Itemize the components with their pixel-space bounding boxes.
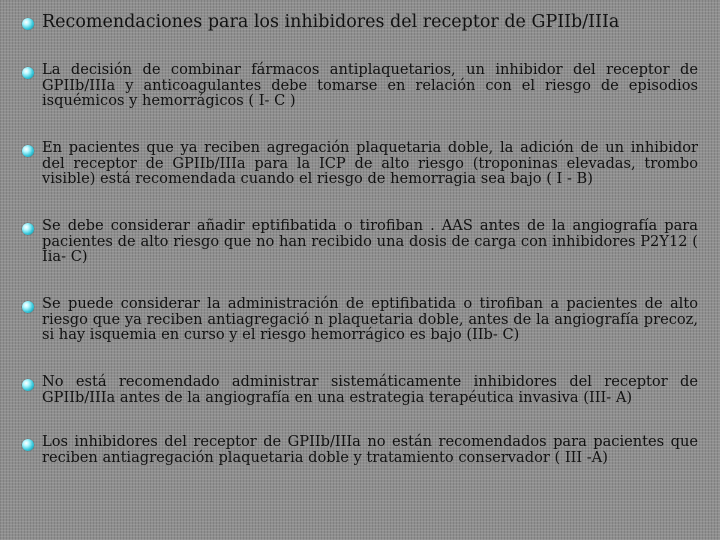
teal-sphere-bullet-icon (22, 439, 34, 451)
teal-sphere-bullet-icon (22, 67, 34, 79)
bullet-item-1 (22, 62, 698, 109)
teal-sphere-bullet-icon (22, 18, 34, 30)
bullet-item-5 (22, 374, 698, 405)
bullet-text: Se puede considerar la administración de eptifibatida o tirofiban a pacientes de alto riesgo que ya reciben antiagregació n plaquetaria doble, antes de la angiografía precoz, si hay isquemia en curso y el riesgo hemorrágico es bajo (IIb- C) (42, 295, 698, 343)
bullet-item-6 (22, 434, 698, 465)
slide-title (22, 12, 702, 32)
bullet-item-3 (22, 218, 698, 265)
teal-sphere-bullet-icon (22, 301, 34, 313)
bullet-text: No está recomendado administrar sistemáticamente inhibidores del receptor de GPIIb/IIIa antes de la angiografía en una estrategia terapéutica invasiva (III- A) (42, 373, 698, 406)
bullet-text: La decisión de combinar fármacos antiplaquetarios, un inhibidor del receptor de GPIIb/IIIa y anticoagulantes debe tomarse en relación con el riesgo de episodios isquémicos y hemorrágicos ( I- C ) (42, 61, 698, 109)
bullet-text: Se debe considerar añadir eptifibatida o tirofiban . AAS antes de la angiografía para pacientes de alto riesgo que no han recibido una dosis de carga con inhibidores P2Y12 ( Iia- C) (42, 217, 698, 265)
title-text: Recomendaciones para los inhibidores del receptor de GPIIb/IIIa (42, 12, 620, 32)
bullet-text: Los inhibidores del receptor de GPIIb/IIIa no están recomendados para pacientes que reciben antiagregación plaquetaria doble y tratamiento conservador ( III -A) (42, 433, 698, 466)
teal-sphere-bullet-icon (22, 379, 34, 391)
teal-sphere-bullet-icon (22, 145, 34, 157)
bullet-text: En pacientes que ya reciben agregación plaquetaria doble, la adición de un inhibidor del receptor de GPIIb/IIIa para la ICP de alto riesgo (troponinas elevadas, trombo visible) está recomendada cuando el riesgo de hemorragia sea bajo ( I - B) (42, 139, 698, 187)
bullet-item-4 (22, 296, 698, 343)
teal-sphere-bullet-icon (22, 223, 34, 235)
bullet-item-2 (22, 140, 698, 187)
